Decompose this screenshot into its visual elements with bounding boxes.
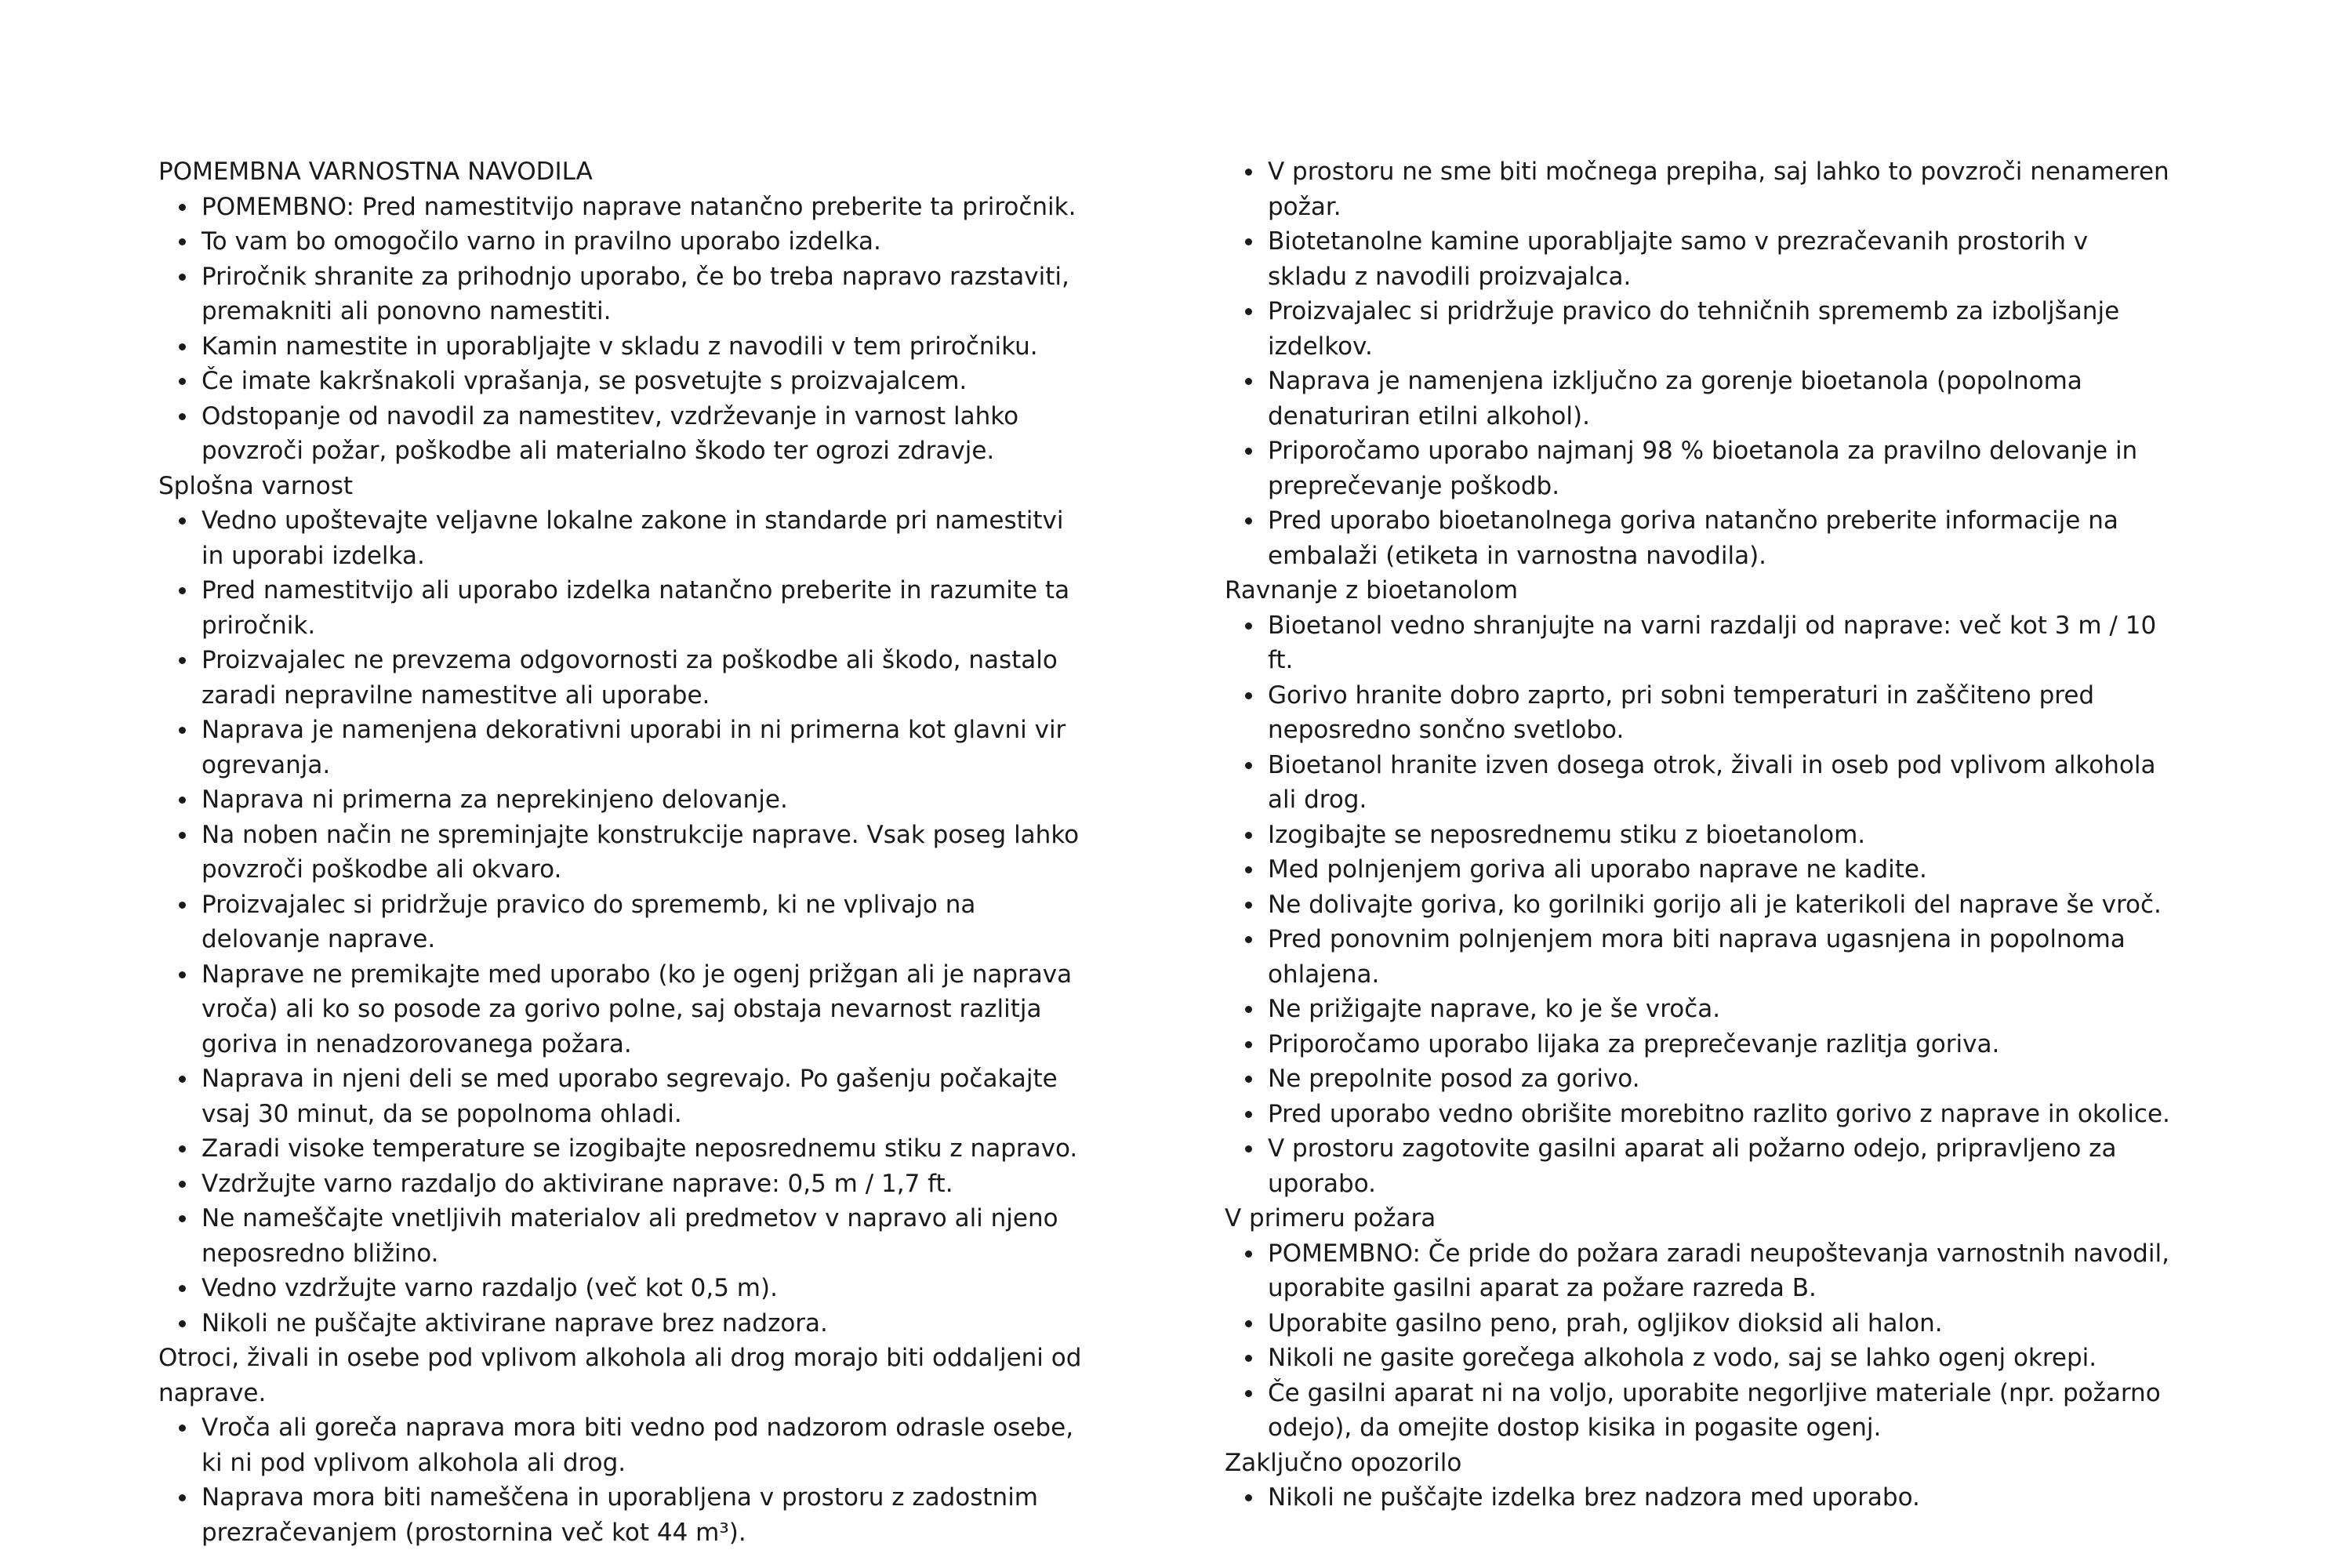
list-item: Pred namestitvijo ali uporabo izdelka natančno preberite in razumite ta priročnik. bbox=[158, 573, 1084, 643]
list-item: Ne prižigajte naprave, ko je še vroča. bbox=[1225, 992, 2173, 1027]
list-item: Odstopanje od navodil za namestitev, vzdrževanje in varnost lahko povzroči požar, poškodbe ali materialno škodo ter ogrozi zdravje. bbox=[158, 399, 1084, 469]
list-item: Naprava ni primerna za neprekinjeno delovanje. bbox=[158, 782, 1084, 818]
list-item: V prostoru ne sme biti močnega prepiha, saj lahko to povzroči nenameren požar. bbox=[1225, 154, 2173, 224]
list-item: Na noben način ne spreminjajte konstrukcije naprave. Vsak poseg lahko povzroči poškodbe ali okvaro. bbox=[158, 818, 1084, 887]
list-item: Nikoli ne gasite gorečega alkohola z vodo, saj se lahko ogenj okrepi. bbox=[1225, 1341, 2173, 1376]
list-item: Ne dolivajte goriva, ko gorilniki gorijo ali je katerikoli del naprave še vroč. bbox=[1225, 887, 2173, 923]
list-item: V prostoru zagotovite gasilni aparat ali požarno odejo, pripravljeno za uporabo. bbox=[1225, 1131, 2173, 1201]
list-item: Vroča ali goreča naprava mora biti vedno pod nadzorom odrasle osebe, ki ni pod vplivom alkohola ali drog. bbox=[158, 1410, 1084, 1480]
section-heading-in-case-of-fire: V primeru požara bbox=[1225, 1204, 1436, 1232]
list-item: Vedno vzdržujte varno razdaljo (več kot 0,5 m). bbox=[158, 1271, 1084, 1306]
list-item: Vedno upoštevajte veljavne lokalne zakone in standarde pri namestitvi in uporabi izdelka. bbox=[158, 503, 1084, 573]
list-item: Naprava in njeni deli se med uporabo segrevajo. Po gašenju počakajte vsaj 30 minut, da se popolnoma ohladi. bbox=[158, 1062, 1084, 1131]
list-item: Proizvajalec si pridržuje pravico do tehničnih sprememb za izboljšanje izdelkov. bbox=[1225, 294, 2173, 364]
list-item: Ne prepolnite posod za gorivo. bbox=[1225, 1062, 2173, 1097]
right-column bbox=[1225, 154, 2173, 1515]
list-item: Ne nameščajte vnetljivih materialov ali predmetov v napravo ali njeno neposredno bližino. bbox=[158, 1201, 1084, 1271]
list-item: POMEMBNO: Pred namestitvijo naprave natančno preberite ta priročnik. bbox=[158, 190, 1084, 225]
list-item: Proizvajalec si pridržuje pravico do sprememb, ki ne vplivajo na delovanje naprave. bbox=[158, 887, 1084, 957]
list-item: Naprava je namenjena izključno za gorenje bioetanola (popolnoma denaturiran etilni alkohol). bbox=[1225, 364, 2173, 434]
section-heading-bioethanol-handling: Ravnanje z bioetanolom bbox=[1225, 576, 1519, 604]
list-item: Gorivo hranite dobro zaprto, pri sobni temperaturi in zaščiteno pred neposredno sončno svetlobo. bbox=[1225, 678, 2173, 748]
list-item: Naprava mora biti nameščena in uporabljena v prostoru z zadostnim prezračevanjem (prostornina več kot 44 m³). bbox=[158, 1480, 1084, 1550]
list-item: Če imate kakršnakoli vprašanja, se posvetujte s proizvajalcem. bbox=[158, 364, 1084, 399]
list-item: To vam bo omogočilo varno in pravilno uporabo izdelka. bbox=[158, 224, 1084, 260]
list-item: Priporočamo uporabo lijaka za preprečevanje razlitja goriva. bbox=[1225, 1027, 2173, 1062]
list-item: Uporabite gasilno peno, prah, ogljikov dioksid ali halon. bbox=[1225, 1306, 2173, 1341]
list-item: Pred uporabo bioetanolnega goriva natančno preberite informacije na embalaži (etiketa in varnostna navodila). bbox=[1225, 503, 2173, 573]
list-item: Naprava je namenjena dekorativni uporabi in ni primerna kot glavni vir ogrevanja. bbox=[158, 713, 1084, 782]
left-column bbox=[158, 154, 1084, 1550]
list-item: Kamin namestite in uporabljajte v skladu z navodili v tem priročniku. bbox=[158, 329, 1084, 365]
list-item: Naprave ne premikajte med uporabo (ko je ogenj prižgan ali je naprava vroča) ali ko so posode za gorivo polne, saj obstaja nevarnost razlitja goriva in nenadzorovanega požara. bbox=[158, 957, 1084, 1062]
list-important-safety bbox=[158, 190, 1084, 469]
list-item: POMEMBNO: Če pride do požara zaradi neupoštevanja varnostnih navodil, uporabite gasilni aparat za požare razreda B. bbox=[1225, 1236, 2173, 1306]
section-heading-children-animals: Otroci, živali in osebe pod vplivom alkohola ali drog morajo biti oddaljeni od naprave. bbox=[158, 1344, 1082, 1407]
list-children-animals bbox=[158, 1410, 1084, 1550]
list-item: Priročnik shranite za prihodnjo uporabo, če bo treba napravo razstaviti, premakniti ali ponovno namestiti. bbox=[158, 260, 1084, 329]
list-item: Če gasilni aparat ni na voljo, uporabite negorljive materiale (npr. požarno odejo), da omejite dostop kisika in pogasite ogenj. bbox=[1225, 1376, 2173, 1446]
list-item: Vzdržujte varno razdaljo do aktivirane naprave: 0,5 m / 1,7 ft. bbox=[158, 1167, 1084, 1202]
list-item: Priporočamo uporabo najmanj 98 % bioetanola za pravilno delovanje in preprečevanje poškodb. bbox=[1225, 434, 2173, 503]
list-continued-safety bbox=[1225, 154, 2173, 573]
section-heading-final-warning: Zaključno opozorilo bbox=[1225, 1448, 1462, 1477]
list-item: Izogibajte se neposrednemu stiku z bioetanolom. bbox=[1225, 818, 2173, 853]
list-item: Pred uporabo vedno obrišite morebitno razlito gorivo z naprave in okolice. bbox=[1225, 1097, 2173, 1132]
list-in-case-of-fire bbox=[1225, 1236, 2173, 1446]
list-item: Bioetanol vedno shranjujte na varni razdalji od naprave: več kot 3 m / 10 ft. bbox=[1225, 608, 2173, 678]
list-general-safety bbox=[158, 503, 1084, 1341]
list-item: Pred ponovnim polnjenjem mora biti naprava ugasnjena in popolnoma ohlajena. bbox=[1225, 922, 2173, 992]
section-heading-important-safety: POMEMBNA VARNOSTNA NAVODILA bbox=[158, 158, 593, 186]
list-item: Nikoli ne puščajte aktivirane naprave brez nadzora. bbox=[158, 1306, 1084, 1341]
list-item: Nikoli ne puščajte izdelka brez nadzora med uporabo. bbox=[1225, 1480, 2173, 1515]
list-item: Zaradi visoke temperature se izogibajte neposrednemu stiku z napravo. bbox=[158, 1131, 1084, 1167]
list-item: Bioetanol hranite izven dosega otrok, živali in oseb pod vplivom alkohola ali drog. bbox=[1225, 748, 2173, 818]
list-final-warning bbox=[1225, 1480, 2173, 1515]
list-bioethanol-handling bbox=[1225, 608, 2173, 1202]
list-item: Med polnjenjem goriva ali uporabo naprave ne kadite. bbox=[1225, 852, 2173, 887]
section-heading-general-safety: Splošna varnost bbox=[158, 471, 354, 500]
list-item: Biotetanolne kamine uporabljajte samo v prezračevanih prostorih v skladu z navodili proizvajalca. bbox=[1225, 224, 2173, 294]
list-item: Proizvajalec ne prevzema odgovornosti za poškodbe ali škodo, nastalo zaradi nepravilne namestitve ali uporabe. bbox=[158, 643, 1084, 713]
